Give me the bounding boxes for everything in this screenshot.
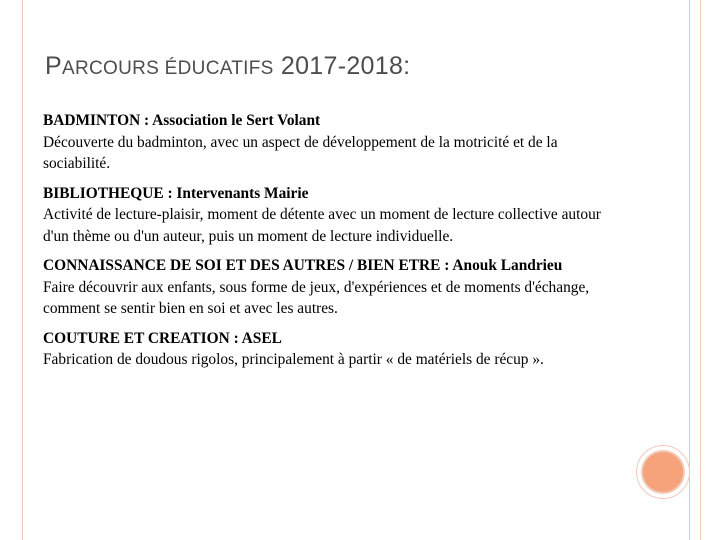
decorative-circle [641,450,685,494]
section-heading: BIBLIOTHEQUE : Intervenants Mairie [43,184,309,202]
section-couture [43,328,621,371]
section-connaissance [43,255,621,320]
slide-body [43,110,621,379]
section-heading: COUTURE ET CREATION : ASEL [43,329,282,347]
section-heading: BADMINTON : Association le Sert Volant [43,112,321,129]
section-text: Découverte du badminton, avec un aspect de développement de la motricité et de la sociabilité. [43,133,558,172]
section-text: Fabrication de doudous rigolos, principalement à partir « de matériels de récup ». [43,351,544,368]
title-small-caps: ARCOURS ÉDUCATIFS [61,58,274,79]
section-heading: CONNAISSANCE DE SOI ET DES AUTRES / BIEN ETRE : Anouk Landrieu [43,257,563,274]
slide-frame-outer-line [700,0,701,540]
section-bibliotheque [43,183,621,248]
title-initial: P [45,52,62,80]
section-badminton [43,110,621,175]
section-text: Faire découvrir aux enfants, sous forme de jeux, d'expériences et de moments d'échange, comment se sentir bien en soi et avec les autres. [43,278,590,317]
section-text: Activité de lecture-plaisir, moment de détente avec un moment de lecture collective autour d'un thème ou d'un auteur, puis un moment de lecture individuelle. [43,206,601,245]
title-year: 2017-2018: [273,52,411,80]
slide-title [45,52,410,81]
